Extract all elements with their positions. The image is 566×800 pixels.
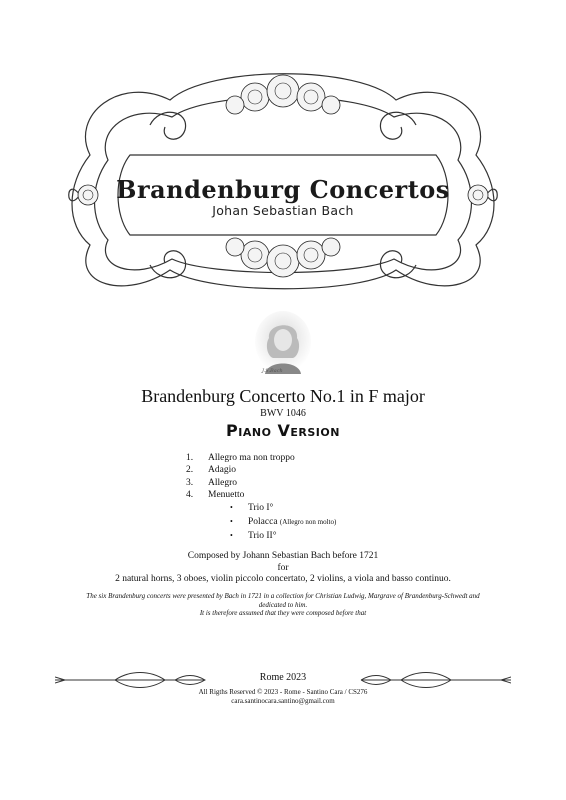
portrait-signature: J.S.Bach xyxy=(262,368,283,374)
bach-portrait-image xyxy=(253,310,313,374)
movement-name: Menuetto xyxy=(208,489,245,500)
for-line: for xyxy=(277,562,289,573)
place-year: Rome 2023 xyxy=(259,672,307,683)
movement-name: Allegro ma non troppo xyxy=(208,453,295,463)
menuetto-sublist xyxy=(230,501,336,543)
movement-name: Allegro xyxy=(208,477,238,488)
list-item xyxy=(186,452,295,464)
note-line: dedicated to him. xyxy=(258,600,308,609)
instrumentation-line: 2 natural horns, 3 oboes, violin piccolo concertato, 2 violins, a viola and basso continuo. xyxy=(115,574,451,584)
bullet-icon: • xyxy=(230,531,233,540)
version-label: Piano Version xyxy=(226,421,340,440)
bullet-icon: • xyxy=(230,503,233,512)
list-item xyxy=(186,464,295,476)
copyright-block xyxy=(0,688,566,705)
cover-composer: Johan Sebastian Bach xyxy=(212,203,354,218)
movement-number: 3. xyxy=(186,477,194,488)
part-name: Polacca xyxy=(248,517,278,527)
list-item xyxy=(230,529,336,543)
part-name: Trio II° xyxy=(248,531,277,541)
work-title: Brandenburg Concerto No.1 in F major xyxy=(141,386,425,406)
composed-by-line: Composed by Johann Sebastian Bach before 1721 xyxy=(187,551,379,561)
note-line: It is therefore assumed that they were composed before that xyxy=(199,609,367,617)
movement-number: 2. xyxy=(186,465,194,476)
list-item xyxy=(186,477,295,489)
history-note xyxy=(60,592,506,618)
movement-number: 1. xyxy=(186,453,194,463)
note-line: The six Brandenburg concerts were presented by Bach in 1721 in a collection for Christian Ludwig, Margrave of Brandenburg-Schwedt and xyxy=(86,592,480,600)
bullet-icon: • xyxy=(230,517,233,526)
list-item xyxy=(186,489,295,501)
movement-list xyxy=(186,452,295,501)
composition-info xyxy=(0,551,566,586)
copyright-line: All Rigths Reserved © 2023 - Rome - Santino Cara / CS276 xyxy=(198,688,368,696)
list-item xyxy=(230,501,336,515)
contact-email: cara.santinocara.santino@gmail.com xyxy=(231,696,335,705)
part-tempo: (Allegro non molto) xyxy=(279,518,337,526)
movement-number: 4. xyxy=(186,489,194,500)
catalogue-number: BWV 1046 xyxy=(260,408,306,419)
list-item xyxy=(230,515,336,529)
movement-name: Adagio xyxy=(208,465,236,476)
part-name: Trio I° xyxy=(248,503,274,513)
cover-title: Brandenburg Concertos xyxy=(116,175,450,204)
